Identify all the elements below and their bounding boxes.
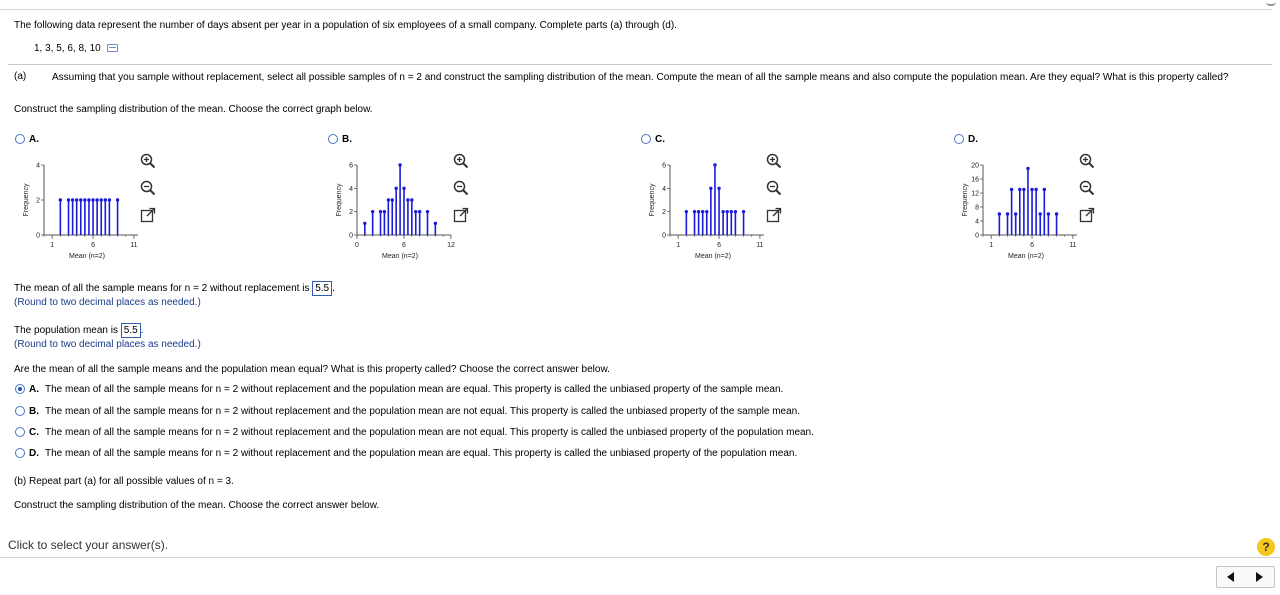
radio-graph-d[interactable] xyxy=(954,134,964,144)
open-new-window-icon[interactable] xyxy=(1079,207,1095,223)
x-axis-label: Mean (n=2) xyxy=(69,253,105,260)
population-mean-line: The population mean is 5.5 . xyxy=(14,325,144,336)
y-axis-label: Frequency xyxy=(962,183,969,217)
sample-mean-prompt: The mean of all the sample means for n = 2 without replacement is xyxy=(14,283,310,294)
corner-handle xyxy=(1266,0,1276,6)
y-tick-label: 2 xyxy=(349,209,353,217)
answer-d-text: The mean of all the sample means for n = 2 without replacement and the population mean are equal. This property is called the unbiased property of the population mean. xyxy=(45,448,798,459)
zoom-out-icon[interactable] xyxy=(766,180,782,196)
answer-a-text: The mean of all the sample means for n = 2 without replacement and the population mean are equal. This property is called the unbiased property of the sample mean. xyxy=(45,384,784,395)
bar-top-point xyxy=(104,198,107,201)
previous-arrow-icon[interactable] xyxy=(1227,572,1234,582)
answer-option-c[interactable] xyxy=(15,427,814,438)
bar-top-point xyxy=(418,210,421,213)
x-tick-label: 11 xyxy=(756,242,764,249)
bar-top-point xyxy=(685,210,688,213)
radio-graph-a[interactable] xyxy=(15,134,25,144)
y-axis-label: Frequency xyxy=(336,183,343,217)
bar-top-point xyxy=(1034,188,1037,191)
y-tick-label: 6 xyxy=(662,162,666,170)
x-axis-label: Mean (n=2) xyxy=(695,253,731,260)
bar-top-point xyxy=(426,210,429,213)
bar-top-point xyxy=(709,187,712,190)
y-tick-label: 0 xyxy=(349,232,353,240)
y-axis-label: Frequency xyxy=(23,183,30,217)
bar-top-point xyxy=(410,198,413,201)
bar-top-point xyxy=(95,198,98,201)
bar-top-point xyxy=(998,212,1001,215)
graph-option-c[interactable] xyxy=(641,134,665,145)
chart-a xyxy=(20,155,145,263)
chart-b xyxy=(333,155,458,263)
bar-top-point xyxy=(71,198,74,201)
graph-option-b[interactable] xyxy=(328,134,352,145)
bar-top-point xyxy=(434,222,437,225)
answer-b-letter: B. xyxy=(29,406,39,417)
x-tick-label: 12 xyxy=(447,242,455,249)
bar-top-point xyxy=(730,210,733,213)
bar-top-point xyxy=(387,198,390,201)
chart-d xyxy=(959,155,1084,263)
y-tick-label: 12 xyxy=(971,190,979,198)
y-tick-label: 6 xyxy=(349,162,353,170)
radio-graph-b[interactable] xyxy=(328,134,338,144)
y-tick-label: 4 xyxy=(349,185,353,193)
graph-option-a[interactable] xyxy=(15,134,39,145)
graph-option-c-letter: C. xyxy=(655,134,665,145)
y-tick-label: 0 xyxy=(36,232,40,240)
bar-top-point xyxy=(391,198,394,201)
bar-top-point xyxy=(100,198,103,201)
open-new-window-icon[interactable] xyxy=(766,207,782,223)
bar-top-point xyxy=(693,210,696,213)
part-a-question: Assuming that you sample without replacement, select all possible samples of n = 2 and construct the sampling distribution of the mean. Compute the mean of all the sample means and also compute the population mean. Are they equal? What is this property called? xyxy=(52,72,1229,83)
click-to-select-text: Click to select your answer(s). xyxy=(8,538,169,552)
bar-top-point xyxy=(75,198,78,201)
x-tick-label: 6 xyxy=(402,242,406,249)
chart-c xyxy=(646,155,771,263)
bar-top-point xyxy=(116,198,119,201)
bar-top-point xyxy=(705,210,708,213)
bar-top-point xyxy=(379,210,382,213)
chart-a-svg xyxy=(20,155,145,263)
bar-top-point xyxy=(1055,212,1058,215)
zoom-out-icon[interactable] xyxy=(140,180,156,196)
bar-top-point xyxy=(1026,167,1029,170)
bar-top-point xyxy=(414,210,417,213)
radio-answer-c[interactable] xyxy=(15,427,25,437)
round-hint-1: (Round to two decimal places as needed.) xyxy=(14,297,201,308)
radio-answer-a[interactable] xyxy=(15,384,25,394)
x-tick-label: 1 xyxy=(676,242,681,249)
answer-option-b[interactable] xyxy=(15,406,800,417)
x-tick-label: 6 xyxy=(717,242,721,249)
bar-top-point xyxy=(697,210,700,213)
bar-top-point xyxy=(79,198,82,201)
part-a-label: (a) xyxy=(14,71,27,82)
bar-top-point xyxy=(383,210,386,213)
bar-top-point xyxy=(363,222,366,225)
open-new-window-icon[interactable] xyxy=(140,207,156,223)
y-tick-label: 8 xyxy=(975,204,979,212)
sample-mean-answer-box[interactable]: 5.5 xyxy=(312,281,332,296)
bar-top-point xyxy=(742,210,745,213)
radio-graph-c[interactable] xyxy=(641,134,651,144)
x-axis-label: Mean (n=2) xyxy=(1008,253,1044,260)
zoom-in-icon[interactable] xyxy=(453,153,469,169)
bar-top-point xyxy=(717,187,720,190)
x-tick-label: 1 xyxy=(50,242,55,249)
graph-option-d[interactable] xyxy=(954,134,978,145)
bar-top-point xyxy=(371,210,374,213)
chart-d-svg xyxy=(959,155,1084,263)
graph-option-b-letter: B. xyxy=(342,134,352,145)
radio-answer-b[interactable] xyxy=(15,406,25,416)
x-tick-label: 6 xyxy=(91,242,95,249)
chart-c-svg xyxy=(646,155,771,263)
x-tick-label: 11 xyxy=(1069,242,1077,249)
bar-top-point xyxy=(1030,188,1033,191)
bar-top-point xyxy=(91,198,94,201)
zoom-in-icon[interactable] xyxy=(766,153,782,169)
round-hint-2: (Round to two decimal places as needed.) xyxy=(14,339,201,350)
y-tick-label: 4 xyxy=(36,162,40,170)
x-tick-label: 6 xyxy=(1030,242,1034,249)
question-nav xyxy=(1216,566,1275,588)
answer-c-letter: C. xyxy=(29,427,39,438)
bar-top-point xyxy=(726,210,729,213)
bar-top-point xyxy=(701,210,704,213)
answer-b-text: The mean of all the sample means for n = 2 without replacement and the population mean are not equal. This property is called the unbiased property of the sample mean. xyxy=(45,406,800,417)
bar-top-point xyxy=(394,187,397,190)
population-mean-prompt: The population mean is xyxy=(14,325,118,336)
y-tick-label: 2 xyxy=(662,209,666,217)
bar-top-point xyxy=(108,198,111,201)
equal-question: Are the mean of all the sample means and the population mean equal? What is this property called? Choose the correct answer below. xyxy=(14,364,610,375)
y-tick-label: 2 xyxy=(36,197,40,205)
help-icon[interactable]: ? xyxy=(1257,538,1275,556)
bar-top-point xyxy=(1010,188,1013,191)
bar-top-point xyxy=(713,163,716,166)
part-b-question: (b) Repeat part (a) for all possible values of n = 3. xyxy=(14,476,234,487)
radio-answer-d[interactable] xyxy=(15,448,25,458)
construct-prompt-b: Construct the sampling distribution of the mean. Choose the correct answer below. xyxy=(14,500,380,511)
y-tick-label: 20 xyxy=(971,162,979,170)
y-tick-label: 0 xyxy=(975,232,979,240)
bar-top-point xyxy=(1039,212,1042,215)
bar-top-point xyxy=(1018,188,1021,191)
question-intro: The following data represent the number of days absent per year in a population of six employees of a small company. Complete parts (a) through (d). xyxy=(14,20,677,31)
section-divider xyxy=(8,64,1272,65)
data-values-line xyxy=(34,43,118,54)
answer-d-letter: D. xyxy=(29,448,39,459)
bar-top-point xyxy=(398,163,401,166)
sample-mean-line: The mean of all the sample means for n = 2 without replacement is 5.5 . xyxy=(14,283,335,294)
x-axis-label: Mean (n=2) xyxy=(382,253,418,260)
y-tick-label: 4 xyxy=(975,218,979,226)
construct-prompt-a: Construct the sampling distribution of the mean. Choose the correct graph below. xyxy=(14,104,373,115)
answer-option-a[interactable] xyxy=(15,384,783,395)
bar-top-point xyxy=(83,198,86,201)
bar-top-point xyxy=(1014,212,1017,215)
x-tick-label: 0 xyxy=(355,242,359,249)
population-mean-answer-box[interactable]: 5.5 xyxy=(121,323,141,338)
bar-top-point xyxy=(1043,188,1046,191)
y-tick-label: 16 xyxy=(971,176,979,184)
data-values: 1, 3, 5, 6, 8, 10 xyxy=(34,43,101,54)
chart-b-svg xyxy=(333,155,458,263)
y-tick-label: 4 xyxy=(662,185,666,193)
bar-top-point xyxy=(67,198,70,201)
y-tick-label: 0 xyxy=(662,232,666,240)
open-new-window-icon[interactable] xyxy=(453,207,469,223)
x-tick-label: 1 xyxy=(989,242,994,249)
zoom-in-icon[interactable] xyxy=(1079,153,1095,169)
bar-top-point xyxy=(59,198,62,201)
zoom-out-icon[interactable] xyxy=(453,180,469,196)
zoom-in-icon[interactable] xyxy=(140,153,156,169)
zoom-out-icon[interactable] xyxy=(1079,180,1095,196)
bottom-divider xyxy=(0,557,1280,558)
bar-top-point xyxy=(1006,212,1009,215)
answer-c-text: The mean of all the sample means for n = 2 without replacement and the population mean are not equal. This property is called the unbiased property of the population mean. xyxy=(45,427,814,438)
graph-option-d-letter: D. xyxy=(968,134,978,145)
bar-top-point xyxy=(1022,188,1025,191)
top-divider xyxy=(0,9,1272,10)
bar-top-point xyxy=(734,210,737,213)
graph-option-a-letter: A. xyxy=(29,134,39,145)
data-copy-icon[interactable] xyxy=(107,44,118,52)
answer-option-d[interactable] xyxy=(15,448,797,459)
x-tick-label: 11 xyxy=(130,242,138,249)
bar-top-point xyxy=(87,198,90,201)
y-axis-label: Frequency xyxy=(649,183,656,217)
bar-top-point xyxy=(721,210,724,213)
next-arrow-icon[interactable] xyxy=(1256,572,1263,582)
bar-top-point xyxy=(406,198,409,201)
bar-top-point xyxy=(1047,212,1050,215)
bar-top-point xyxy=(402,187,405,190)
answer-a-letter: A. xyxy=(29,384,39,395)
